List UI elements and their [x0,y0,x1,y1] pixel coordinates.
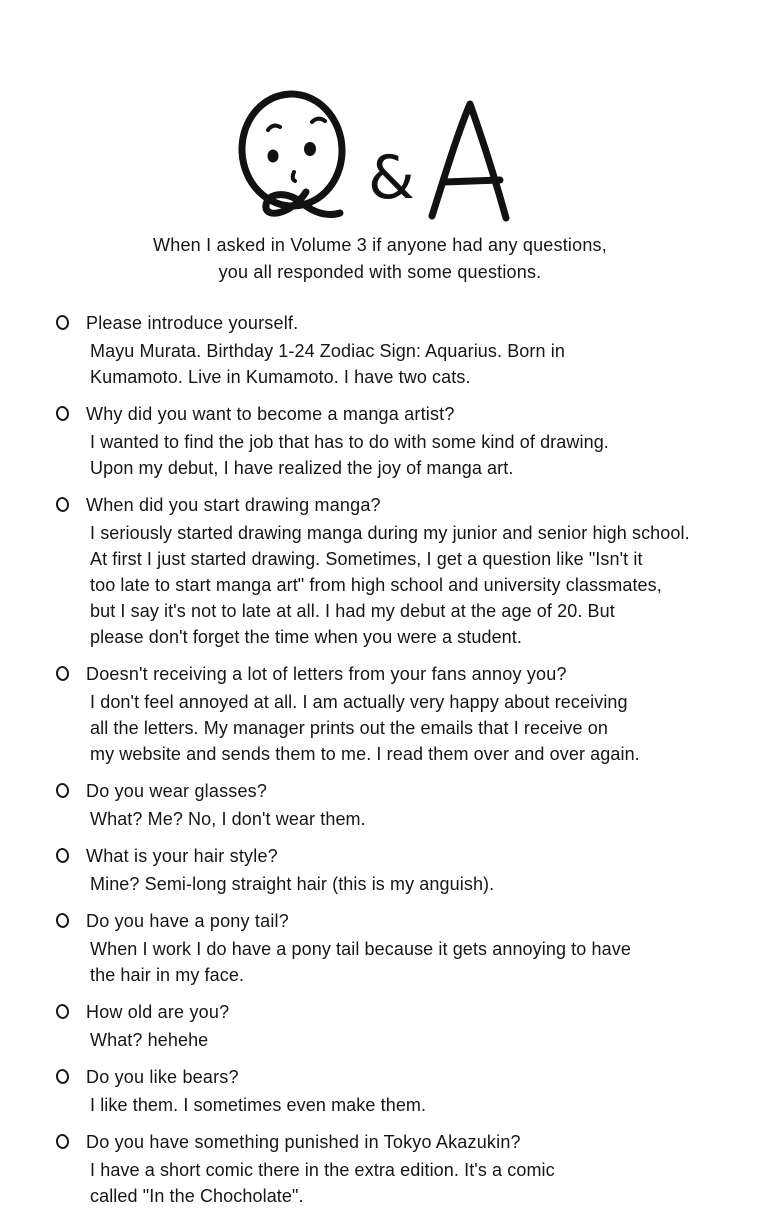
question-bullet-icon [55,912,70,929]
qa-item [86,310,752,390]
answer-line: I have a short comic there in the extra edition. It's a comic [90,1160,555,1180]
right-eyebrow-icon [312,119,325,122]
question-bullet-icon [55,496,70,513]
question-bullet-icon [55,1068,70,1085]
qa-title-art [230,90,530,222]
question-bullet-icon [55,405,70,422]
answer-line: I like them. I sometimes even make them. [90,1095,427,1115]
question-text: Do you like bears? [86,1067,239,1087]
answer-line: my website and sends them to me. I read them over and over again. [90,744,640,764]
answer-line: Mine? Semi-long straight hair (this is my anguish). [90,874,495,894]
answer-text [86,429,752,481]
question-text: Please introduce yourself. [86,313,299,333]
qa-item [86,1064,752,1118]
answer-line: Mayu Murata. Birthday 1-24 Zodiac Sign: Aquarius. Born in [90,341,565,361]
answer-line: I wanted to find the job that has to do with some kind of drawing. [90,432,609,452]
nose-icon [293,172,295,181]
question-bullet-icon [55,847,70,864]
q-face-icon [239,91,345,214]
answer-text [86,871,752,897]
answer-line: please don't forget the time when you were a student. [90,627,522,647]
intro-line: When I asked in Volume 3 if anyone had any questions, [153,235,607,255]
answer-text [86,1092,752,1118]
answer-text [86,936,752,988]
qa-item [86,661,752,767]
answer-line: too late to start manga art" from high school and university classmates, [90,575,662,595]
qa-item [86,778,752,832]
answer-line: When I work I do have a pony tail because it gets annoying to have [90,939,631,959]
answer-line: all the letters. My manager prints out the emails that I receive on [90,718,608,738]
qa-item [86,1129,752,1209]
answer-text [86,806,752,832]
answer-line: I seriously started drawing manga during my junior and senior high school. [90,523,690,543]
question-text: Why did you want to become a manga artist? [86,404,455,424]
qa-item [86,401,752,481]
question-text: Do you have something punished in Tokyo Akazukin? [86,1132,521,1152]
a-glyph [432,104,506,218]
question-text: When did you start drawing manga? [86,495,381,515]
answer-line: but I say it's not to late at all. I had my debut at the age of 20. But [90,601,615,621]
ampersand-glyph: & [368,143,415,213]
answer-line: Kumamoto. Live in Kumamoto. I have two cats. [90,367,471,387]
question-text: How old are you? [86,1002,230,1022]
answer-text [86,338,752,390]
question-bullet-icon [55,665,70,682]
answer-line: What? Me? No, I don't wear them. [90,809,366,829]
question-bullet-icon [55,782,70,799]
question-text: Do you have a pony tail? [86,911,289,931]
question-text: Doesn't receiving a lot of letters from your fans annoy you? [86,664,567,684]
answer-line: I don't feel annoyed at all. I am actually very happy about receiving [90,692,628,712]
qa-title-svg [230,90,530,222]
intro-line: you all responded with some questions. [218,262,542,282]
answer-line: called "In the Chocholate". [90,1186,304,1206]
left-eyebrow-icon [268,126,280,130]
qa-list [0,310,760,1209]
answer-text [86,689,752,767]
left-eye-icon [268,150,279,163]
question-text: Do you wear glasses? [86,781,268,801]
answer-line: What? hehehe [90,1030,209,1050]
right-eye-icon [304,142,316,156]
answer-line: At first I just started drawing. Sometimes, I get a question like "Isn't it [90,549,643,569]
question-bullet-icon [55,314,70,331]
question-bullet-icon [55,1003,70,1020]
answer-line: the hair in my face. [90,965,245,985]
answer-text [86,520,752,650]
question-bullet-icon [55,1133,70,1150]
answer-text [86,1027,752,1053]
answer-text [86,1157,752,1209]
qa-item [86,908,752,988]
question-text: What is your hair style? [86,846,278,866]
qa-item [86,843,752,897]
answer-line: Upon my debut, I have realized the joy of manga art. [90,458,514,478]
intro-text [0,232,760,286]
qa-item [86,492,752,650]
qa-item [86,999,752,1053]
